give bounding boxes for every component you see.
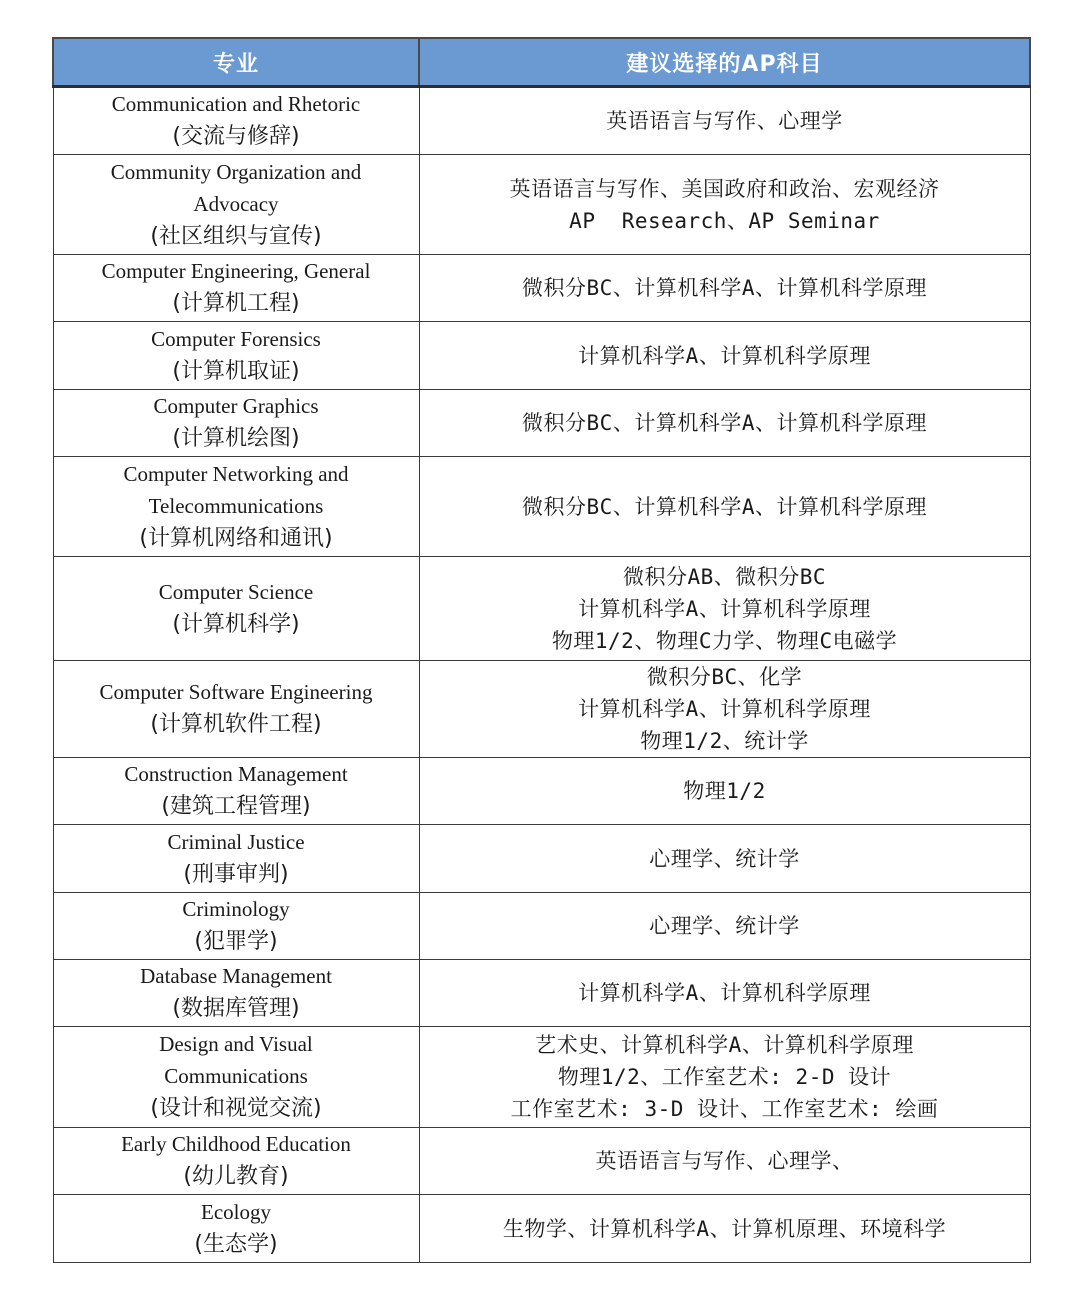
major-cell: [53, 155, 419, 255]
table-row: [53, 390, 1030, 457]
major-chinese-name: (计算机软件工程): [150, 712, 322, 737]
table-row: [53, 87, 1030, 155]
ap-subjects-cell: [419, 557, 1030, 661]
ap-subjects-cell: [419, 87, 1030, 155]
major-chinese-name: (幼儿教育): [183, 1164, 289, 1189]
ap-subject-line: 工作室艺术: 3-D 设计、工作室艺术: 绘画: [510, 1097, 939, 1121]
ap-subject-line: 计算机科学A、计算机科学原理: [578, 343, 871, 368]
ap-subject-line: 心理学、统计学: [649, 846, 800, 871]
major-chinese-name: (交流与修辞): [172, 124, 300, 149]
ap-subject-line: 微积分BC、计算机科学A、计算机科学原理: [522, 276, 927, 300]
major-chinese-name: (生态学): [194, 1231, 278, 1257]
ap-subject-line: 微积分BC、化学: [646, 665, 803, 689]
table-row: [53, 661, 1030, 758]
ap-subjects-cell: [419, 1195, 1030, 1263]
ap-subjects-cell: [419, 255, 1030, 322]
major-chinese-name: (计算机工程): [172, 291, 300, 316]
major-chinese-name: (刑事审判): [183, 861, 289, 887]
major-english-name: Construction Management: [124, 762, 348, 786]
major-english-name: Computer Science: [158, 579, 314, 604]
table-row: [53, 322, 1030, 390]
major-english-name: Computer Software Engineering: [99, 680, 373, 704]
major-cell: [53, 322, 419, 390]
ap-subjects-cell: [419, 960, 1030, 1027]
table-row: [53, 893, 1030, 960]
table-row: [53, 1128, 1030, 1195]
table-row: [53, 255, 1030, 322]
table-row: [53, 457, 1030, 557]
table-body: [53, 87, 1030, 1263]
major-english-name: Community Organization and Advocacy: [110, 159, 362, 216]
ap-subject-line: 英语语言与写作、心理学: [606, 109, 843, 133]
major-cell: [53, 255, 419, 322]
ap-subjects-cell: [419, 155, 1030, 255]
ap-subjects-cell: [419, 457, 1030, 557]
ap-subject-line: 英语语言与写作、美国政府和政治、宏观经济: [509, 176, 940, 201]
major-english-name: Criminal Justice: [167, 829, 305, 854]
header-major: 专业: [53, 38, 419, 87]
ap-subject-line: 生物学、计算机科学A、计算机原理、环境科学: [502, 1216, 947, 1241]
major-english-name: Computer Graphics: [153, 394, 319, 418]
header-row: [53, 38, 1030, 87]
ap-subject-line: 英语语言与写作、心理学、: [595, 1149, 854, 1173]
major-english-name: Database Management: [140, 964, 332, 988]
major-english-name: Early Childhood Education: [121, 1132, 351, 1156]
ap-subjects-cell: [419, 758, 1030, 825]
ap-subjects-cell: [419, 661, 1030, 758]
ap-subjects-table: [52, 37, 1031, 1263]
ap-subject-line: 微积分BC、计算机科学A、计算机科学原理: [522, 411, 927, 435]
major-chinese-name: (建筑工程管理): [161, 794, 311, 819]
major-cell: [53, 661, 419, 758]
table-row: [53, 1027, 1030, 1128]
major-cell: [53, 557, 419, 661]
ap-subject-line: AP Research、AP Seminar: [569, 208, 880, 233]
major-cell: [53, 960, 419, 1027]
header-ap-subjects: 建议选择的AP科目: [419, 38, 1030, 87]
major-cell: [53, 457, 419, 557]
ap-subject-line: 计算机科学A、计算机科学原理: [578, 697, 871, 721]
ap-subject-line: 计算机科学A、计算机科学原理: [578, 981, 871, 1005]
major-chinese-name: (社区组织与宣传): [150, 223, 322, 249]
table-row: [53, 557, 1030, 661]
ap-subjects-cell: [419, 825, 1030, 893]
major-chinese-name: (数据库管理): [172, 996, 300, 1021]
ap-subject-line: 物理1/2、物理C力学、物理C电磁学: [551, 628, 898, 653]
ap-subjects-cell: [419, 322, 1030, 390]
major-cell: [53, 1195, 419, 1263]
major-english-name: Design and Visual Communications: [159, 1032, 313, 1088]
major-cell: [53, 825, 419, 893]
major-cell: [53, 390, 419, 457]
major-english-name: Communication and Rhetoric: [111, 92, 361, 116]
major-english-name: Computer Engineering, General: [101, 259, 371, 283]
ap-subject-line: 微积分AB、微积分BC: [622, 564, 827, 589]
major-chinese-name: (计算机绘图): [172, 426, 300, 451]
ap-subject-line: 物理1/2、工作室艺术: 2-D 设计: [557, 1065, 892, 1089]
ap-subjects-cell: [419, 1027, 1030, 1128]
major-english-name: Computer Networking and Telecommunications: [123, 461, 349, 518]
table-row: [53, 1195, 1030, 1263]
ap-subjects-cell: [419, 390, 1030, 457]
major-cell: [53, 758, 419, 825]
major-chinese-name: (计算机取证): [172, 358, 300, 384]
ap-subjects-cell: [419, 893, 1030, 960]
ap-subjects-cell: [419, 1128, 1030, 1195]
major-english-name: Computer Forensics: [151, 326, 321, 351]
ap-subject-line: 心理学、统计学: [649, 914, 800, 938]
major-cell: [53, 87, 419, 155]
ap-subject-line: 计算机科学A、计算机科学原理: [578, 596, 871, 621]
major-chinese-name: (犯罪学): [194, 929, 278, 954]
major-chinese-name: (计算机科学): [172, 611, 300, 637]
ap-subject-line: 微积分BC、计算机科学A、计算机科学原理: [522, 494, 927, 519]
table-row: [53, 960, 1030, 1027]
major-cell: [53, 1128, 419, 1195]
table-row: [53, 155, 1030, 255]
major-cell: [53, 1027, 419, 1128]
major-chinese-name: (计算机网络和通讯): [139, 525, 333, 551]
table-row: [53, 758, 1030, 825]
ap-subject-line: 物理1/2: [683, 779, 766, 803]
major-cell: [53, 893, 419, 960]
ap-subject-line: 物理1/2、统计学: [640, 729, 809, 753]
table-row: [53, 825, 1030, 893]
ap-subject-line: 艺术史、计算机科学A、计算机科学原理: [535, 1033, 914, 1057]
major-english-name: Ecology: [201, 1199, 271, 1224]
major-english-name: Criminology: [182, 897, 290, 921]
major-chinese-name: (设计和视觉交流): [150, 1096, 322, 1121]
